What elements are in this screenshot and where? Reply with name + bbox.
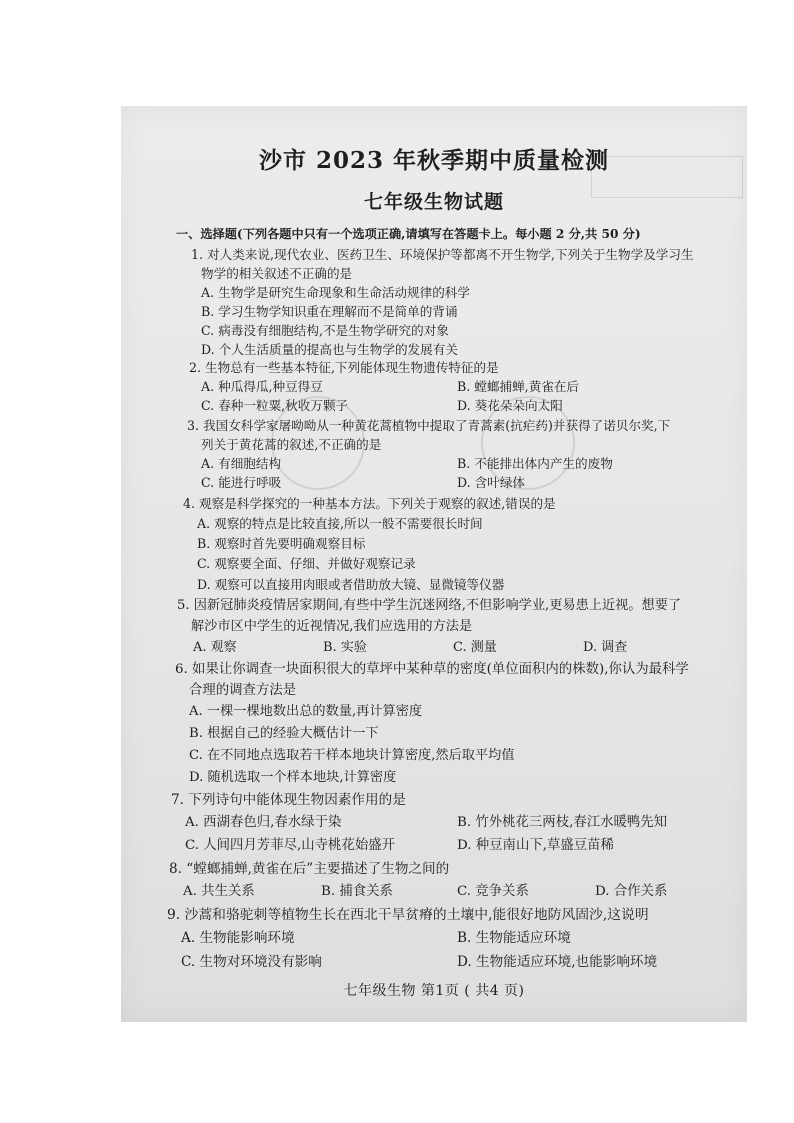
option: D. 随机选取一个样本地块,计算密度 xyxy=(189,770,397,785)
option: A. 生物能影响环境 xyxy=(181,930,295,946)
page-title: 沙市 2023 年秋季期中质量检测 xyxy=(258,147,610,174)
option: D. 种豆南山下,草盛豆苗稀 xyxy=(457,838,614,853)
option: C. 竞争关系 xyxy=(457,884,529,899)
option: C. 病毒没有细胞结构,不是生物学研究的对象 xyxy=(201,323,449,338)
option: C. 人间四月芳菲尽,山寺桃花始盛开 xyxy=(185,838,396,853)
question-stem: 6. 如果让你调查一块面积很大的草坪中某种草的密度(单位面积内的株数),你认为最科学 xyxy=(175,662,689,677)
question-stem: 3. 我国女科学家屠呦呦从一种黄花蒿植物中提取了青蒿素(抗疟药)并获得了诺贝尔奖,下 xyxy=(187,418,671,433)
question-stem: 物学的相关叙述不正确的是 xyxy=(201,266,353,281)
option: C. 生物对环境没有影响 xyxy=(181,954,322,970)
question-stem: 合理的调查方法是 xyxy=(189,683,297,698)
question-stem: 9. 沙蒿和骆驼刺等植物生长在西北干旱贫瘠的土壤中,能很好地防风固沙,这说明 xyxy=(167,907,649,923)
option: B. 生物能适应环境 xyxy=(457,930,571,946)
option: A. 观察的特点是比较直接,所以一般不需要很长时间 xyxy=(197,516,483,531)
option: B. 捕食关系 xyxy=(321,884,393,899)
option: D. 生物能适应环境,也能影响环境 xyxy=(457,954,658,970)
question-stem: 7. 下列诗句中能体现生物因素作用的是 xyxy=(171,792,406,808)
option: B. 竹外桃花三两枝,春江水暖鸭先知 xyxy=(457,815,668,830)
option: B. 观察时首先要明确观察目标 xyxy=(197,536,366,551)
option: B. 实验 xyxy=(323,640,367,655)
option: C. 能进行呼吸 xyxy=(201,475,282,490)
option: B. 不能排出体内产生的废物 xyxy=(457,456,613,471)
page-footer: 七年级生物 第1页 ( 共4 页) xyxy=(343,983,525,999)
question-stem: 1. 对人类来说,现代农业、医药卫生、环境保护等都离不开生物学,下列关于生物学及学习生 xyxy=(191,247,694,262)
question-stem: 8. “螳螂捕蝉,黄雀在后”主要描述了生物之间的 xyxy=(169,861,450,877)
option: A. 观察 xyxy=(193,640,237,655)
question-stem: 5. 因新冠肺炎疫情居家期间,有些中学生沉迷网络,不但影响学业,更易患上近视。想要了 xyxy=(177,598,682,613)
section-heading: 一、选择题(下列各题中只有一个选项正确,请填写在答题卡上。每小题 2 分,共 50 分) xyxy=(176,227,641,241)
option: C. 春种一粒粟,秋收万颗子 xyxy=(201,398,349,413)
question-stem: 列关于黄花蒿的叙述,不正确的是 xyxy=(201,437,382,452)
option: D. 含叶绿体 xyxy=(457,475,526,490)
option: A. 种瓜得瓜,种豆得豆 xyxy=(201,379,323,394)
option: B. 学习生物学知识重在理解而不是简单的背诵 xyxy=(201,304,458,319)
exam-sheet xyxy=(121,106,747,1022)
option: A. 西湖春色归,春水绿于染 xyxy=(185,815,342,830)
question-stem: 4. 观察是科学探究的一种基本方法。下列关于观察的叙述,错误的是 xyxy=(183,496,556,511)
option: C. 测量 xyxy=(453,640,497,655)
option: A. 生物学是研究生命现象和生命活动规律的科学 xyxy=(201,285,470,300)
option: D. 观察可以直接用肉眼或者借助放大镜、显微镜等仪器 xyxy=(197,577,505,592)
option: B. 螳螂捕蝉,黄雀在后 xyxy=(457,379,580,394)
option: C. 在不同地点选取若干样本地块计算密度,然后取平均值 xyxy=(189,748,515,763)
page-subtitle: 七年级生物试题 xyxy=(363,191,504,213)
question-stem: 2. 生物总有一些基本特征,下列能体现生物遗传特征的是 xyxy=(189,360,499,375)
option: A. 有细胞结构 xyxy=(201,456,282,471)
option: D. 调查 xyxy=(583,640,628,655)
option: D. 个人生活质量的提高也与生物学的发展有关 xyxy=(201,342,458,357)
question-stem: 解沙市区中学生的近视情况,我们应选用的方法是 xyxy=(191,619,473,634)
option: A. 共生关系 xyxy=(183,884,255,899)
option: C. 观察要全面、仔细、并做好观察记录 xyxy=(197,556,416,571)
option: B. 根据自己的经验大概估计一下 xyxy=(189,726,379,741)
option: A. 一棵一棵地数出总的数量,再计算密度 xyxy=(189,704,423,719)
option: D. 葵花朵朵向太阳 xyxy=(457,398,563,413)
option: D. 合作关系 xyxy=(595,884,668,899)
